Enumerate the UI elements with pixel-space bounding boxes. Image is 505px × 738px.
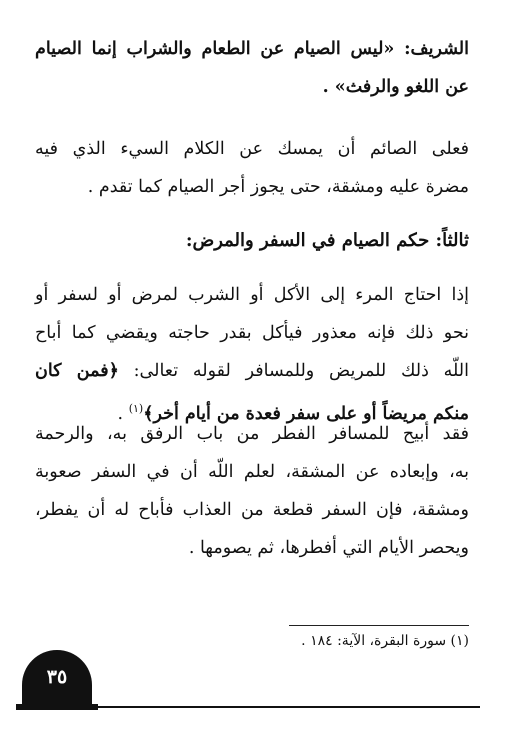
- paragraph-text: اللّه ذلك للمريض وللمسافر لقوله تعالى:: [133, 361, 469, 381]
- sentence-end: .: [117, 403, 124, 424]
- page-number-badge: [22, 650, 92, 706]
- page-number: ٣٥: [46, 666, 68, 688]
- paragraph-line: إذا احتاج المرء إلى الأكل أو الشرب لمرض أو لسفر أو: [35, 285, 469, 305]
- paragraph-hadith-quote: [35, 30, 469, 106]
- section-heading: [35, 222, 469, 260]
- paragraph-travel-illness: [35, 276, 469, 433]
- paragraph-line: نحو ذلك فإنه معذور فيأكل بقدر حاجته ويقضي كما أباح: [35, 323, 469, 343]
- section-heading-text: ثالثاً: حكم الصيام في السفر والمرض:: [185, 230, 469, 251]
- footnote-divider: [289, 625, 469, 626]
- paragraph-line: ومشقة، فإن السفر قطعة من العذاب فأباح له أن يفطر،: [35, 500, 469, 520]
- paragraph-line: عن اللغو والرفث» .: [322, 77, 469, 97]
- paragraph-line: فقد أبيح للمسافر الفطر من باب الرفق به، والرحمة: [35, 424, 469, 444]
- paragraph-line: الشريف: «ليس الصيام عن الطعام والشراب إنما الصيام: [35, 39, 469, 59]
- quran-quote: منكم مريضاً أو على سفر فعدة من أيام أخر﴾: [143, 403, 469, 424]
- paragraph-line: مضرة عليه ومشقة، حتى يجوز أجر الصيام كما تقدم .: [87, 177, 469, 197]
- paragraph-fasting-speech: [35, 130, 469, 206]
- paragraph-line: فعلى الصائم أن يمسك عن الكلام السيء الذي فيه: [35, 139, 469, 159]
- paragraph-line: به، وإبعاده عن المشقة، لعلم اللّه أن في السفر صعوبة: [35, 462, 469, 482]
- paragraph-line: ويحصر الأيام التي أفطرها، ثم يصومها .: [188, 538, 469, 558]
- paragraph-line: [35, 352, 469, 390]
- footnote: (١) سورة البقرة، الآية: ١٨٤ .: [301, 633, 469, 649]
- footnote-reference: (١): [128, 402, 144, 415]
- paragraph-traveler-mercy: [35, 415, 469, 567]
- bottom-divider: [90, 706, 480, 708]
- quran-quote: ﴿فمن كان: [35, 361, 119, 381]
